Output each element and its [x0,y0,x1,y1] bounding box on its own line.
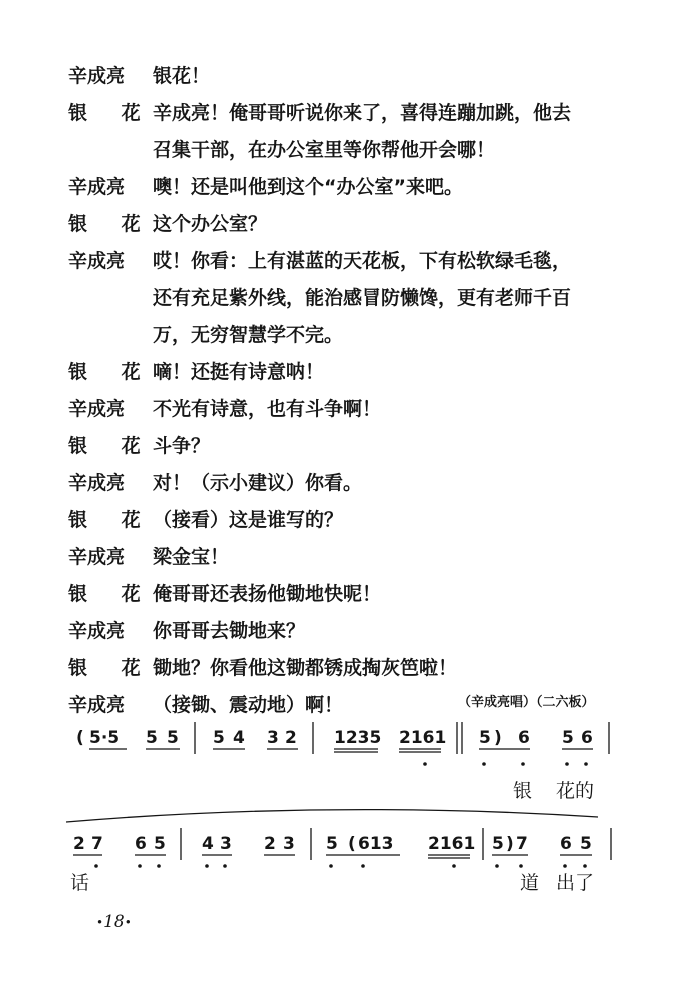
score-note: 2 [264,834,276,854]
speaker: 银 花 [68,361,155,383]
line-text: 嘀！还挺有诗意呐！ [153,361,325,383]
octave-dot [584,762,588,766]
octave-dot [452,864,456,868]
line-text: 辛成亮！俺哥哥听说你来了，喜得连蹦加跳，他去 [153,102,572,124]
octave-dot [565,762,569,766]
octave-dot [423,762,427,766]
line-text: 万，无穷智慧学不完。 [153,324,344,346]
line-text: 对！（示小建议）你看。 [153,472,363,494]
score-note: 5 [146,728,158,748]
score-note: 1235 [334,728,382,748]
octave-dot [563,864,567,868]
score-lyric: 话 [70,872,90,894]
line-text: （接看）这是谁写的？ [153,509,344,531]
line-text: 哎！你看：上有湛蓝的天花板，下有松软绿毛毯， [153,250,572,272]
score-lyric: 道 [520,872,540,894]
octave-dot [223,864,227,868]
score-lyric: 花的 [556,780,595,802]
score-paren-close: ) [494,728,502,748]
speaker: 辛成亮 [68,176,126,198]
score-note: 2 [73,834,85,854]
score-lyric: 出了 [556,872,595,894]
score-note: 3 [283,834,295,854]
octave-dot [361,864,365,868]
speaker: 银 花 [68,102,155,124]
line-text: 俺哥哥还表扬他锄地快呢！ [153,583,382,605]
line-text: 噢！还是叫他到这个“办公室”来吧。 [153,176,463,198]
score-note: 3 [267,728,279,748]
octave-dot [157,864,161,868]
line-text: 斗争？ [153,435,211,457]
score-note: 5 [580,834,592,854]
line-text: 锄地？你看他这锄都锈成掏灰笆啦！ [153,657,458,679]
line-text: 你哥哥去锄地来？ [153,620,306,642]
score-lyric: 银 [513,780,533,802]
score-note: 5 [326,834,338,854]
score-paren-close: ) [506,834,514,854]
score-note: 7 [91,834,103,854]
speaker: 银 花 [68,509,155,531]
score-note: 5 [167,728,179,748]
speaker: 辛成亮 [68,620,126,642]
speaker: 银 花 [68,657,155,679]
line-text: 这个办公室？ [153,213,268,235]
octave-dot [519,864,523,868]
score-note: 4 [202,834,214,854]
line-text: （接锄、震动地）啊！ [153,694,344,716]
line-text: 还有充足紫外线，能治感冒防懒馋，更有老师千百 [153,287,572,309]
octave-dot [495,864,499,868]
speaker: 银 花 [68,213,155,235]
speaker: 辛成亮 [68,694,126,716]
score-note: 613 [358,834,394,854]
score-note: 6 [518,728,530,748]
octave-dot [482,762,486,766]
octave-dot [94,864,98,868]
score-note: 6 [560,834,572,854]
speaker: 辛成亮 [68,546,126,568]
score-note: 5 [492,834,504,854]
speaker: 辛成亮 [68,472,126,494]
line-text: 梁金宝！ [153,546,230,568]
page-number-value: 18 [103,912,125,932]
score-note: 6 [581,728,593,748]
score-note: 5 [213,728,225,748]
speaker: 银 花 [68,435,155,457]
score-note: 2161 [399,728,447,748]
score-note: 2161 [428,834,476,854]
line-text: 召集干部，在办公室里等你帮他开会哪！ [153,139,496,161]
score-note: 6 [135,834,147,854]
score-note: 2 [285,728,297,748]
score-paren-open: ( [348,834,356,854]
score-note: 5·5 [89,728,120,748]
page-number [96,912,132,932]
singing-cue: （辛成亮唱）（二六板） [458,695,595,710]
score-paren-open: ( [76,728,84,748]
octave-dot [329,864,333,868]
slur-mark [66,810,598,822]
score-note: 4 [233,728,245,748]
speaker: 辛成亮 [68,398,126,420]
octave-dot [521,762,525,766]
score-note: 5 [154,834,166,854]
octave-dot [205,864,209,868]
line-text: 银花！ [153,65,211,87]
speaker: 银 花 [68,583,155,605]
octave-dot [583,864,587,868]
line-text: 不光有诗意，也有斗争啊！ [153,398,382,420]
score-note: 5 [562,728,574,748]
page-number-dot: • [124,915,132,930]
score-note: 7 [516,834,528,854]
score-note: 5 [479,728,491,748]
speaker: 辛成亮 [68,250,126,272]
speaker: 辛成亮 [68,65,126,87]
octave-dot [138,864,142,868]
score-note: 3 [220,834,232,854]
page-number-dot: • [96,915,104,930]
